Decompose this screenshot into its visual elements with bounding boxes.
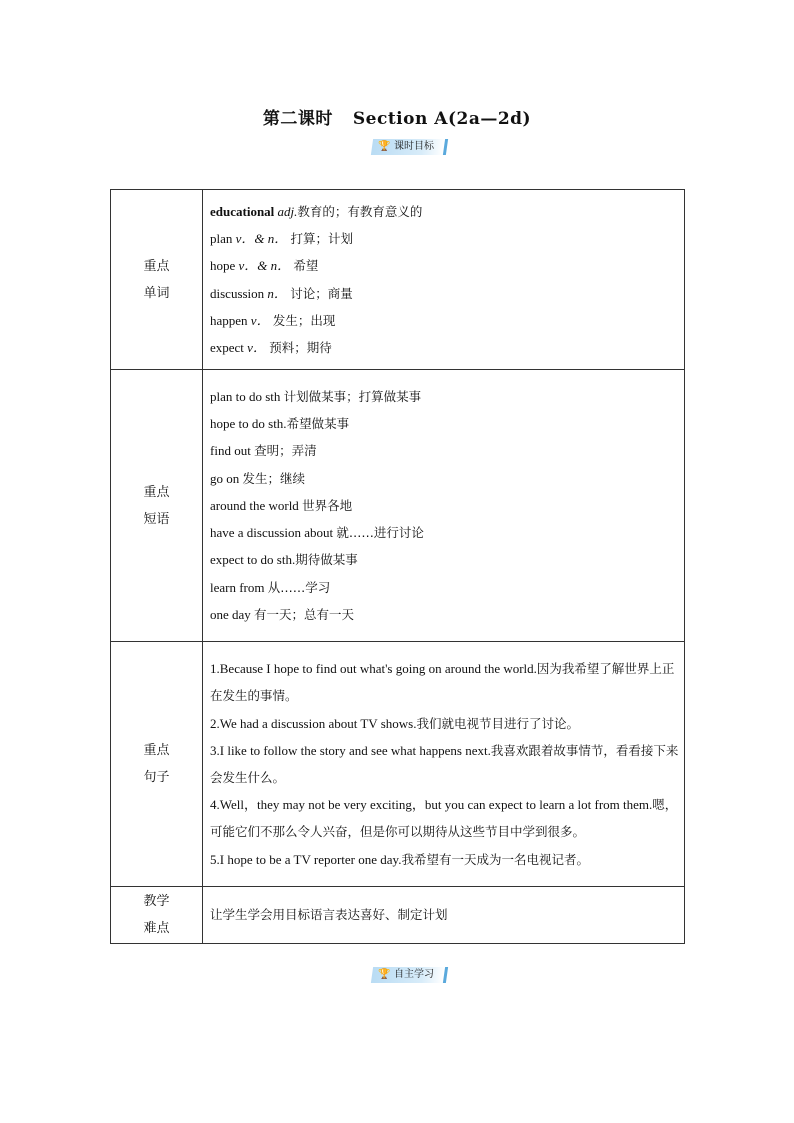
key-sentences-label: 重点 句子 [111,642,203,887]
section-title: Section A(2a—2d) [352,109,532,129]
sentence-item: 5.I hope to be a TV reporter one day.我希望有一天成为一名电视记者。 [210,851,589,867]
word-item: plan v．& n． 打算；计划 [210,231,354,247]
teaching-difficulty-text: 让学生学会用目标语言表达喜好、制定计划 [203,887,685,944]
trophy-icon: 🏆 [378,141,391,152]
phrase-item: find out 查明；弄清 [210,443,317,459]
phrase-item: go on 发生；继续 [210,470,306,486]
word-item: happen v． 发生；出现 [210,312,336,328]
key-sentences-row [111,642,685,887]
key-words-list [203,190,685,370]
trophy-icon: 🏆 [378,969,391,980]
teaching-difficulty-label: 教学 难点 [111,887,203,944]
page-title [0,104,794,129]
phrase-item: hope to do sth.希望做某事 [210,416,350,432]
sentence-item: 1.Because I hope to find out what's going on around the world.因为我希望了解世界上正在发生的事情。 [210,661,675,704]
phrase-item: expect to do sth.期待做某事 [210,552,358,568]
phrase-item: plan to do sth 计划做某事；打算做某事 [210,389,422,405]
key-sentences-list [203,642,685,887]
teaching-difficulty-row [111,887,685,944]
key-phrases-label: 重点 短语 [111,370,203,642]
key-words-row [111,190,685,370]
phrase-item: have a discussion about 就……进行讨论 [210,525,424,541]
key-words-label: 重点 单词 [111,190,203,370]
lesson-goals-tag: 🏆 课时目标 [371,139,449,155]
phrase-item: one day 有一天；总有一天 [210,606,355,622]
phrase-item: around the world 世界各地 [210,497,353,513]
word-item: hope v．& n． 希望 [210,258,319,274]
word-item: educational adj.教育的；有教育意义的 [210,203,423,219]
sentence-item: 2.We had a discussion about TV shows.我们就电视节目进行了讨论。 [210,715,579,731]
phrase-item: learn from 从……学习 [210,579,331,595]
lesson-number: 第二课时 [262,109,333,129]
key-phrases-list [203,370,685,642]
word-item: expect v． 预料；期待 [210,339,332,355]
lesson-goals-table [110,189,685,944]
self-study-tag: 🏆 自主学习 [371,967,449,983]
word-item: discussion n． 讨论；商量 [210,285,353,301]
key-phrases-row [111,370,685,642]
sentence-item: 3.I like to follow the story and see what happens next.我喜欢跟着故事情节，看看接下来会发生什么。 [210,742,679,785]
sentence-item: 4.Well，they may not be very exciting，but you can expect to learn a lot from them.嗯，可能它们不那么令人兴奋，但是你可以期待从这些节目中学到很多。 [210,797,678,840]
